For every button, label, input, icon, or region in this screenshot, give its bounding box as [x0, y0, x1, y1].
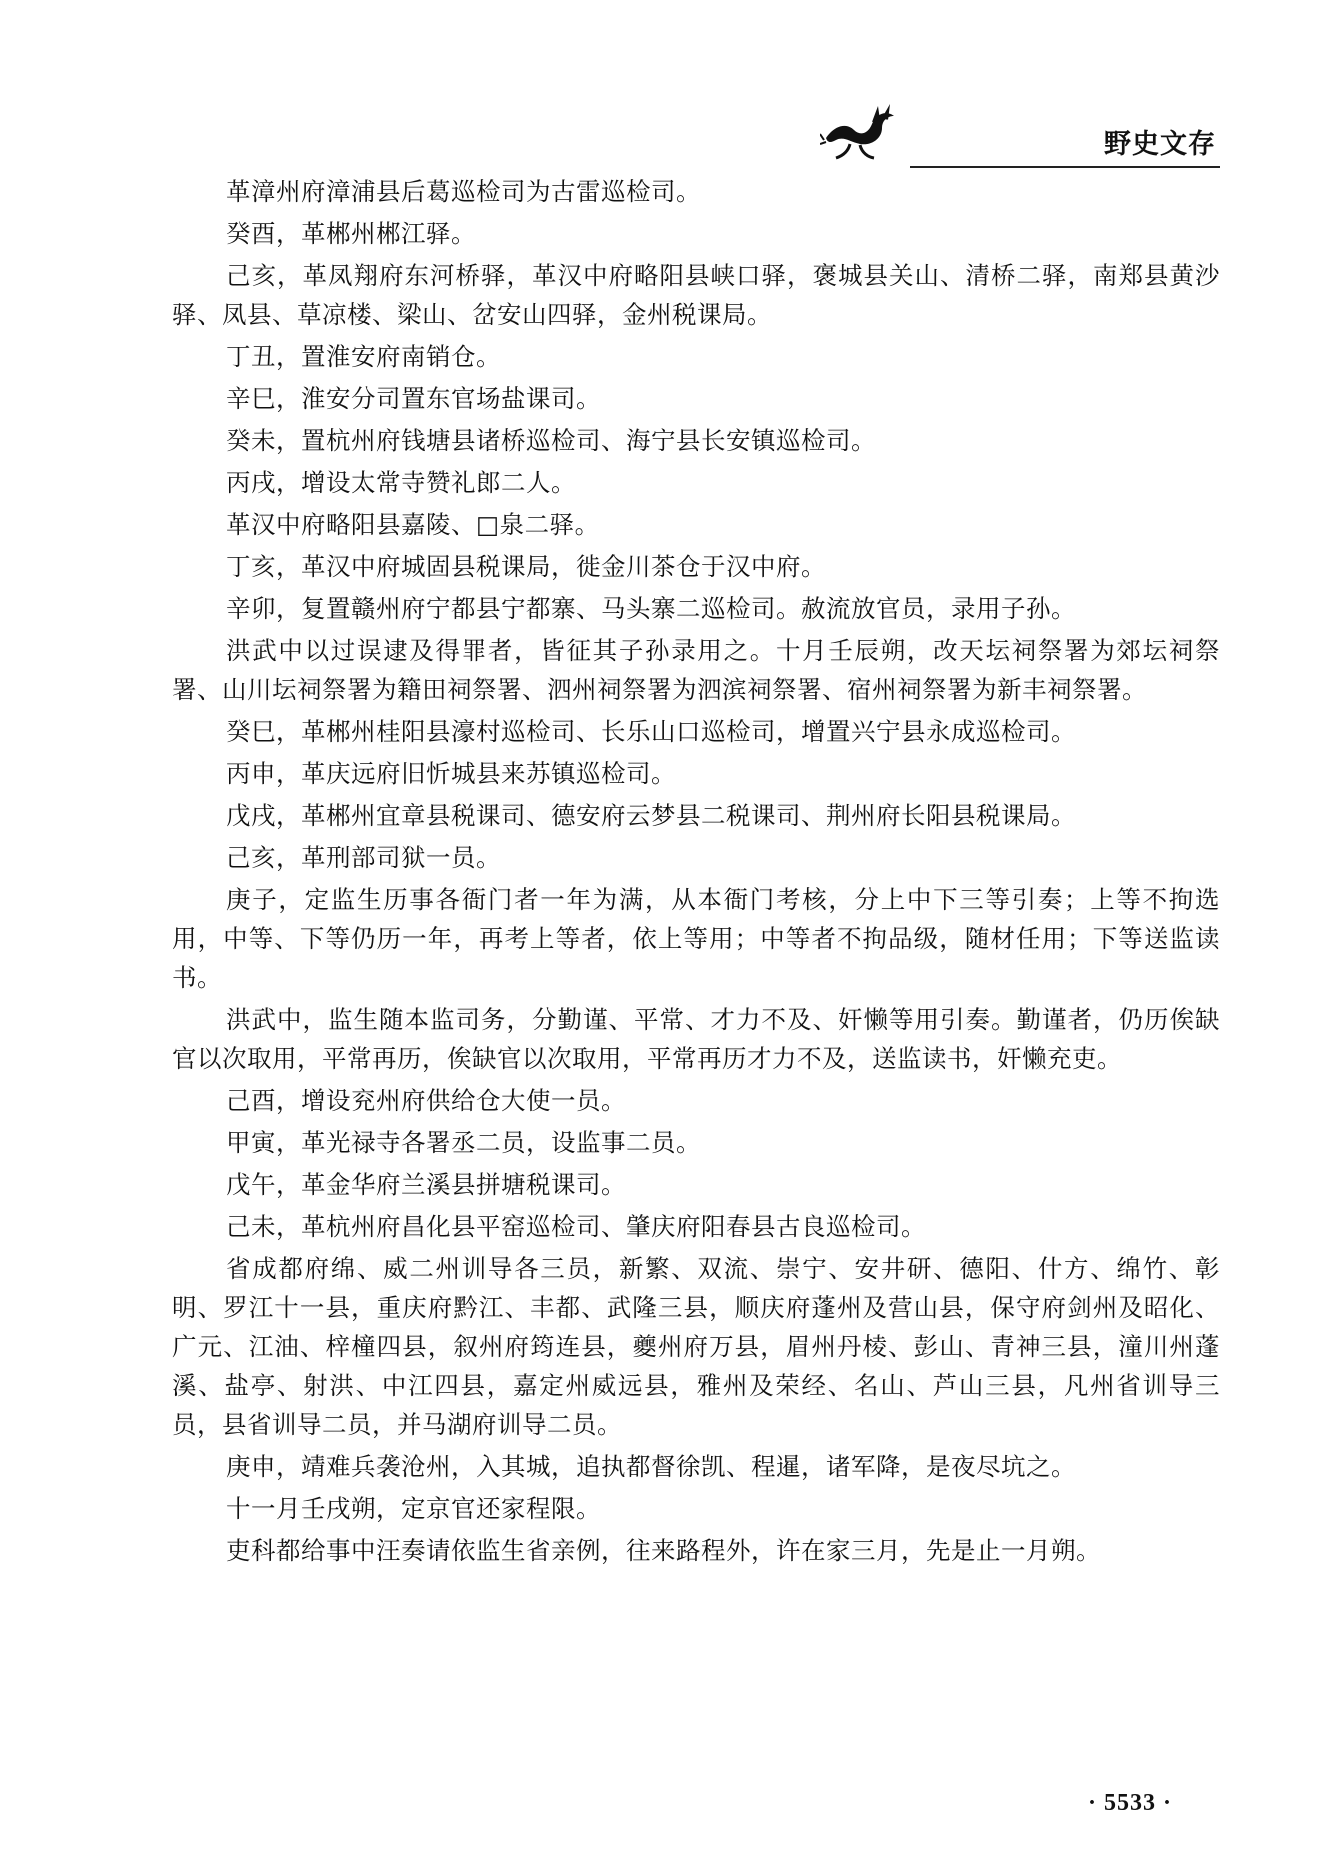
- paragraph: 革汉中府略阳县嘉陵、□泉二驿。: [226, 510, 600, 539]
- paragraph: 己亥，革凤翔府东河桥驿，革汉中府略阳县峡口驿，褒城县关山、清桥二驿，南郑县黄沙驿、凤县、草凉楼、梁山、岔安山四驿，金州税课局。: [172, 261, 1220, 329]
- header-title: 野史文存: [1104, 129, 1216, 160]
- paragraph: 丙戌，增设太常寺赞礼郎二人。: [226, 468, 576, 497]
- paragraph: 吏科都给事中汪奏请依监生省亲例，往来路程外，许在家三月，先是止一月朔。: [226, 1536, 1101, 1565]
- paragraph: 十一月壬戌朔，定京官还家程限。: [226, 1494, 601, 1523]
- paragraph: 癸酉，革郴州郴江驿。: [226, 219, 476, 248]
- header-rule: [910, 166, 1220, 168]
- paragraph: 癸未，置杭州府钱塘县诸桥巡检司、海宁县长安镇巡检司。: [226, 426, 876, 455]
- paragraph: 己未，革杭州府昌化县平窑巡检司、肇庆府阳春县古良巡检司。: [226, 1212, 926, 1241]
- paragraph: 洪武中以过误逮及得罪者，皆征其子孙录用之。十月壬辰朔，改天坛祠祭署为郊坛祠祭署、山川坛祠祭署为籍田祠祭署、泗州祠祭署为泗滨祠祭署、宿州祠祭署为新丰祠祭署。: [172, 636, 1220, 704]
- paragraph: 洪武中，监生随本监司务，分勤谨、平常、才力不及、奸懒等用引奏。勤谨者，仍历俟缺官以次取用，平常再历，俟缺官以次取用，平常再历才力不及，送监读书，奸懒充吏。: [172, 1005, 1220, 1073]
- page-header: [820, 100, 1220, 170]
- paragraph: 省成都府绵、威二州训导各三员，新繁、双流、崇宁、安井研、德阳、什方、绵竹、彰明、罗江十一县，重庆府黔江、丰都、武隆三县，顺庆府蓬州及营山县，保守府剑州及昭化、广元、江油、梓橦四县，叙州府筠连县，夔州府万县，眉州丹棱、彭山、青神三县，潼川州蓬溪、盐亭、射洪、中江四县，嘉定州威远县，雅州及荣经、名山、芦山三县，凡州省训导三员，县省训导二员，并马湖府训导二员。: [172, 1254, 1220, 1439]
- page-number: · 5533 ·: [1087, 1790, 1172, 1816]
- paragraph: 癸巳，革郴州桂阳县濠村巡检司、长乐山口巡检司，增置兴宁县永成巡检司。: [226, 717, 1076, 746]
- paragraph: 甲寅，革光禄寺各署丞二员，设监事二员。: [226, 1128, 701, 1157]
- paragraph: 辛巳，淮安分司置东官场盐课司。: [226, 384, 601, 413]
- paragraph: 革漳州府漳浦县后葛巡检司为古雷巡检司。: [226, 177, 701, 206]
- body-text: [172, 172, 1220, 1573]
- paragraph: 己亥，革刑部司狱一员。: [226, 843, 501, 872]
- paragraph: 庚申，靖难兵袭沧州，入其城，追执都督徐凯、程暹，诸军降，是夜尽坑之。: [226, 1452, 1076, 1481]
- paragraph: 辛卯，复置赣州府宁都县宁都寨、马头寨二巡检司。赦流放官员，录用子孙。: [226, 594, 1076, 623]
- dragon-icon: [820, 100, 900, 164]
- paragraph: 丙申，革庆远府旧忻城县来苏镇巡检司。: [226, 759, 676, 788]
- paragraph: 戊戌，革郴州宜章县税课司、德安府云梦县二税课司、荆州府长阳县税课局。: [226, 801, 1076, 830]
- paragraph: 戊午，革金华府兰溪县拼塘税课司。: [226, 1170, 626, 1199]
- paragraph: 丁丑，置淮安府南销仓。: [226, 342, 501, 371]
- paragraph: 己酉，增设兖州府供给仓大使一员。: [226, 1086, 626, 1115]
- paragraph: 丁亥，革汉中府城固县税课局，徙金川茶仓于汉中府。: [226, 552, 826, 581]
- paragraph: 庚子，定监生历事各衙门者一年为满，从本衙门考核，分上中下三等引奏；上等不拘选用，中等、下等仍历一年，再考上等者，依上等用；中等者不拘品级，随材任用；下等送监读书。: [172, 885, 1220, 992]
